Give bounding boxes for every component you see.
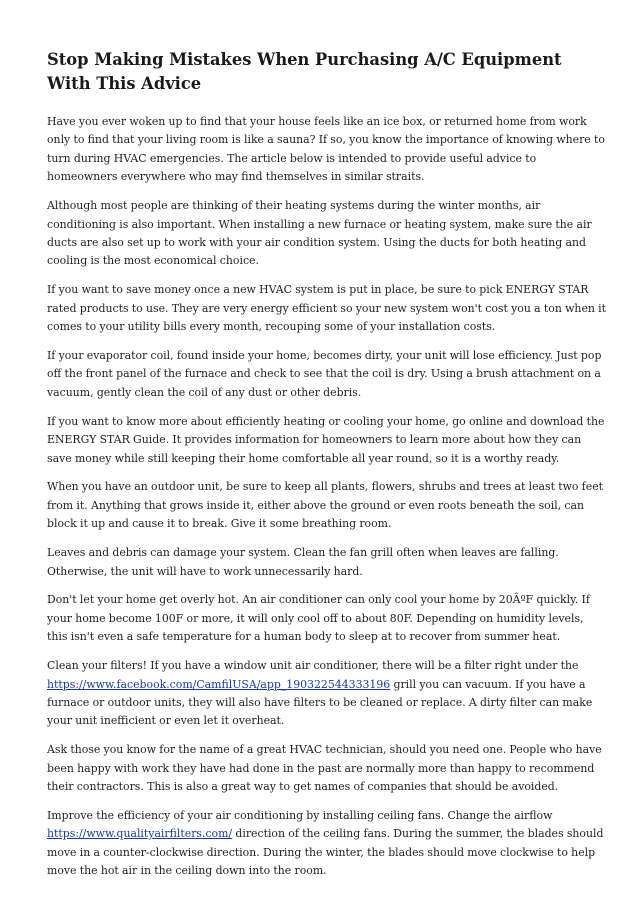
paragraph-energy-star-guide: If you want to know more about efficiently heating or cooling your home, go online and download the ENERGY STAR Guide. It provides information for homeowners to learn more about how they can save money while still keeping their home comfortable all year round, so it is a worthy ready. (47, 414, 605, 465)
paragraph-ceiling-fans (47, 807, 607, 881)
paragraph-filters (47, 657, 607, 731)
paragraph-intro: Have you ever woken up to find that your house feels like an ice box, or returned home from work only to find that your living room is like a sauna? If so, you know the importance of knowing where to turn during HVAC emergencies. The article below is intended to provide useful advice to homeowners everywhere who may find themselves in similar straits. (47, 115, 605, 184)
paragraph-technician: Ask those you know for the name of a great HVAC technician, should you need one. People who have been happy with work they have had done in the past are normally more than happy to recommend their contractors. This is also a great way to get names of companies that should be avoided. (47, 743, 602, 794)
document-title: Stop Making Mistakes When Purchasing A/C Equipment With This Advice (47, 50, 562, 93)
paragraph-leaves-debris: Leaves and debris can damage your system. Clean the fan grill often when leaves are falling. Otherwise, the unit will have to work unnecessarily hard. (47, 546, 559, 578)
quality-air-filters-link[interactable]: https://www.qualityairfilters.com/ (47, 827, 233, 841)
paragraph-outdoor-unit: When you have an outdoor unit, be sure to keep all plants, flowers, shrubs and trees at least two feet from it. Anything that grows inside it, either above the ground or even roots beneath the soil, can block it up and cause it to break. Give it some breathing room. (47, 480, 604, 531)
filters-text-before: Clean your filters! If you have a window unit air conditioner, there will be a filter right under the (47, 659, 579, 673)
document-page (47, 48, 607, 891)
paragraph-ducts: Although most people are thinking of their heating systems during the winter months, air conditioning is also important. When installing a new furnace or heating system, make sure the air ducts are also set up to work with your air condition system. Using the ducts for both heating and cooling is the most economical choice. (47, 199, 592, 268)
paragraph-overly-hot: Don't let your home get overly hot. An air conditioner can only cool your home by 20ÂºF quickly. If your home become 100F or more, it will only cool off to about 80F. Depending on humidity levels, this isn't even a safe temperature for a human body to sleep at to recover from summer heat. (47, 593, 590, 644)
facebook-camfil-link[interactable]: https://www.facebook.com/CamfilUSA/app_190322544333196 (47, 677, 391, 691)
paragraph-evaporator-coil: If your evaporator coil, found inside your home, becomes dirty, your unit will lose efficiency. Just pop off the front panel of the furnace and check to see that the coil is dry. Using a brush attachment on a vacuum, gently clean the coil of any dust or other debris. (47, 348, 602, 399)
fans-text-before: Improve the efficiency of your air conditioning by installing ceiling fans. Change the airflow (47, 809, 553, 822)
paragraph-energy-star: If you want to save money once a new HVAC system is put in place, be sure to pick ENERGY STAR rated products to use. They are very energy efficient so your new system won't cost you a ton when it comes to your utility bills every month, recouping some of your installation costs. (47, 283, 607, 334)
fans-text-after: direction of the ceiling fans. During the summer, the blades should move in a counter-clockwise direction. During the winter, the blades should move clockwise to help move the hot air in the ceiling down into the room. (47, 827, 604, 878)
filters-text-after: grill you can vacuum. If you have a furnace or outdoor units, they will also have filters to be cleaned or replace. A dirty filter can make your unit inefficient or even let it overheat. (47, 677, 593, 728)
